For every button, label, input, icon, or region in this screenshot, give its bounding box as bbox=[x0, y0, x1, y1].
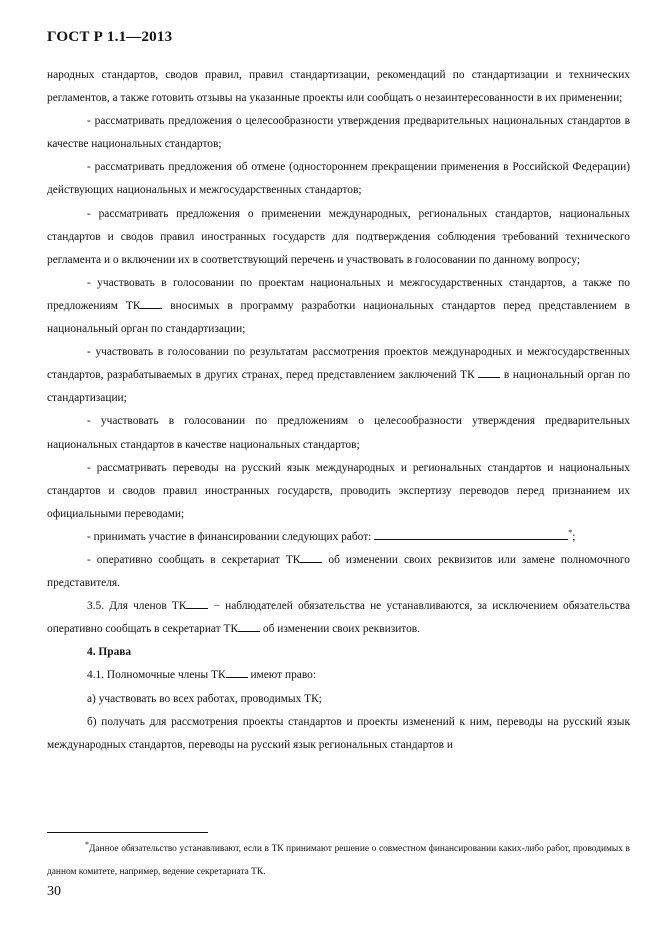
text-fragment: 4.1. Полномочные члены ТК bbox=[87, 669, 226, 682]
list-item-b: б) получать для рассмотрения проекты стандартов и проекты изменений к ним, переводы на русский язык международных стандартов, переводы на русский язык региональных стандартов и bbox=[47, 715, 630, 751]
list-item-translations-review: - рассматривать переводы на русский язык международных и региональных стандартов и национальных стандартов и сводов правил иностранных государств, проводить экспертизу переводов перед признанием их официальными переводами; bbox=[47, 461, 630, 520]
list-item-preliminary-standards: - рассматривать предложения о целесообразности утверждения предварительных национальных стандартов в качестве национальных стандартов; bbox=[47, 115, 630, 151]
list-item-cancellation-proposals: - рассматривать предложения об отмене (одностороннем прекращении применения в Российской Федерации) действующих национальных и межгосударственных стандартов; bbox=[47, 161, 630, 197]
text-fragment: Данное обязательство устанавливают, если в ТК принимают решение о совместном финансировании каких-либо работ, проводимых в данном комитете, например, ведение секретариата ТК. bbox=[47, 844, 630, 877]
list-item-financing bbox=[47, 526, 630, 549]
text-fragment: вносимых в программу разработки национальных стандартов перед представлением в национальный орган по стандартизации; bbox=[47, 299, 630, 336]
text-fragment: - принимать участие в финансировании следующих работ: bbox=[87, 530, 372, 543]
list-item-voting-on-projects bbox=[47, 272, 630, 341]
fill-in-blank bbox=[238, 619, 260, 632]
list-item-international-standards-application: - рассматривать предложения о применении международных, региональных стандартов, национальных стандартов и сводов правил иностранных государств для подтверждения соблюдения требований технического регламента и о включении их в соответствующий перечень и участвовать в голосовании по данному вопросу; bbox=[47, 207, 630, 266]
footnote-text bbox=[47, 838, 630, 884]
text-fragment: имеют право: bbox=[250, 669, 316, 682]
fill-in-blank bbox=[226, 665, 248, 678]
list-item-report-changes bbox=[47, 549, 630, 595]
list-item-voting-on-results bbox=[47, 341, 630, 410]
fill-in-blank bbox=[478, 365, 500, 378]
footnote-separator bbox=[47, 832, 208, 833]
text-fragment: - оперативно сообщать в секретариат ТК bbox=[87, 553, 301, 566]
clause-3-5 bbox=[47, 595, 630, 641]
document-header: ГОСТ Р 1.1—2013 bbox=[47, 29, 173, 45]
footnote bbox=[47, 838, 630, 884]
text-fragment: об изменении своих реквизитов или замене полномочного представителя. bbox=[47, 553, 630, 590]
document-body bbox=[47, 64, 630, 757]
list-item-voting-on-preliminary: - участвовать в голосовании по предложениям о целесообразности утверждения предварительных национальных стандартов в качестве национальных стандартов; bbox=[47, 415, 630, 451]
fill-in-blank bbox=[374, 527, 568, 540]
text-fragment: 3.5. Для членов ТК bbox=[87, 600, 187, 613]
text-fragment: в национальный орган по стандартизации; bbox=[47, 369, 630, 405]
page-number: 30 bbox=[47, 884, 61, 899]
text-fragment: − наблюдателей обязательства не устанавливаются, за исключением обязательства оперативно сообщать в секретариат ТК bbox=[47, 600, 630, 636]
fill-in-blank bbox=[140, 296, 162, 309]
text-fragment: - участвовать в голосовании по результатам рассмотрения проектов международных и межгосударственных стандартов, разрабатываемых в других странах, перед представлением заключений ТК bbox=[47, 346, 630, 382]
fill-in-blank bbox=[300, 550, 322, 563]
fill-in-blank bbox=[186, 596, 208, 609]
footnote-reference: * bbox=[568, 528, 573, 538]
section-heading-rights: 4. Права bbox=[87, 646, 132, 659]
text-fragment: ; bbox=[572, 530, 576, 543]
footnote-marker: * bbox=[85, 839, 89, 849]
text-fragment: об изменении своих реквизитов. bbox=[262, 623, 421, 636]
clause-4-1 bbox=[47, 664, 630, 687]
text-fragment: - участвовать в голосовании по проектам национальных и межгосударственных стандартов, а также по предложениям ТК bbox=[47, 276, 630, 312]
list-item-a: а) участвовать во всех работах, проводимых ТК; bbox=[87, 692, 322, 705]
paragraph-continuation: народных стандартов, сводов правил, правил стандартизации, рекомендаций по стандартизации и технических регламентов, а также готовить отзывы на указанные проекты или сообщать о незаинтересованности в их применении; bbox=[47, 69, 630, 105]
